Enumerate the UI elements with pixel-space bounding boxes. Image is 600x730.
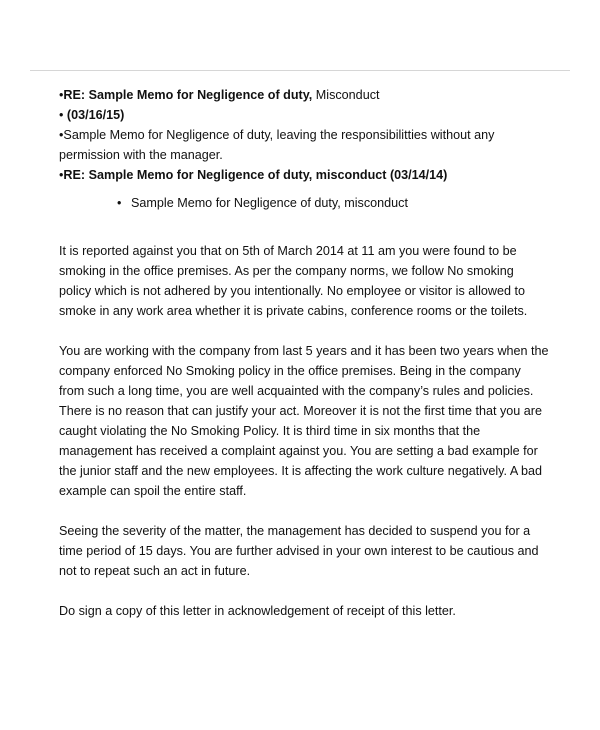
bullet: • — [59, 88, 64, 102]
body-paragraph-3: Seeing the severity of the matter, the management has decided to suspend you for a time period of 15 days. You are further advised in your own interest to be cautious and not to repeat such an act in future. — [59, 524, 539, 578]
body-paragraph-1: It is reported against you that on 5th of March 2014 at 11 am you were found to be smoking in the office premises. As per the company norms, we follow No smoking policy which is not adhered by you intentionally. No employee or visitor is allowed to smoke in any work area whether it is private cabins, conference rooms or the toilets. — [59, 244, 528, 318]
body-paragraph-4: Do sign a copy of this letter in acknowledgement of receipt of this letter. — [59, 604, 456, 618]
header-subject-bold: RE: Sample Memo for Negligence of duty, — [63, 88, 313, 102]
memo-content — [59, 85, 549, 621]
header-description: Sample Memo for Negligence of duty, leaving the responsibilitties without any permission with the manager. — [59, 128, 495, 162]
header-line-2 — [59, 105, 549, 125]
header-line-4 — [59, 165, 549, 185]
sub-bullet-item — [117, 193, 549, 213]
header-line-1 — [59, 85, 549, 105]
bullet: • — [117, 196, 122, 210]
sub-bullet-text: Sample Memo for Negligence of duty, misconduct — [131, 196, 408, 210]
body-paragraph-2: You are working with the company from last 5 years and it has been two years when the company enforced No Smoking policy in the office premises. Being in the company from such a long time, you are well acquainted with the company’s rules and policies. There is no reason that can justify your act. Moreover it is not the first time that you are caught violating the No Smoking Policy. It is third time in six months that the management has received a complaint against you. You are setting a bad example for the junior staff and the new employees. It is affecting the work culture negatively. A bad example can spoil the entire staff. — [59, 344, 549, 498]
bullet: • — [59, 108, 67, 122]
bullet: • — [59, 128, 64, 142]
header-date: (03/16/15) — [66, 108, 125, 122]
header-subject-normal: Misconduct — [312, 88, 380, 102]
top-divider — [30, 70, 570, 71]
header-line-3 — [59, 125, 549, 165]
bullet: • — [59, 168, 64, 182]
header-subject-date: RE: Sample Memo for Negligence of duty, misconduct (03/14/14) — [63, 168, 448, 182]
